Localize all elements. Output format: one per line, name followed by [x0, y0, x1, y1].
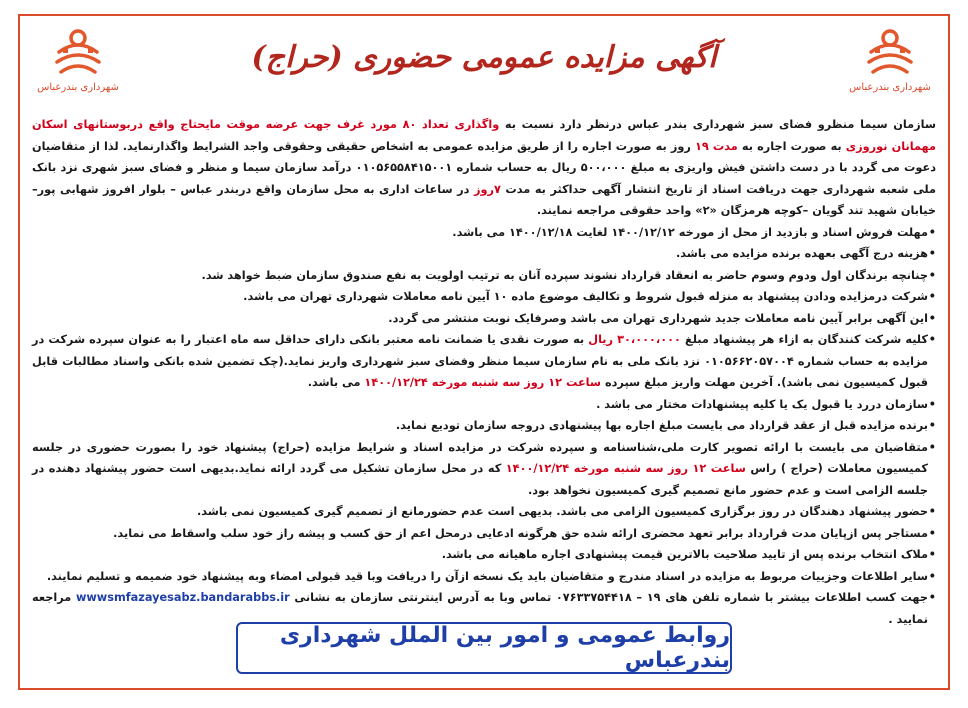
list-item: • چنانچه برندگان اول ودوم وسوم حاضر به انعقاد قرارداد نشوند سپرده آنان به ترتیب اولویت به نفع صندوق سازمان ضبط خواهد شد.	[32, 265, 936, 287]
intro-highlight-days: ۷روز	[473, 182, 501, 196]
deposit-amount: ۳۰،۰۰۰،۰۰۰ ریال	[588, 333, 681, 346]
footer-text: روابط عمومی و امور بین الملل شهرداری بندرعباس	[279, 623, 730, 673]
deposit-text-3: می باشد.	[307, 376, 365, 389]
intro-text-3: روز به صورت اجاره را از طریق مزایده عمومی به اشخاص حقیقی وحقوقی واجد الشرایط واگذارنماید. لذا از متقاضیان دعوت می گردد با در دست داشتن فیش واریزی به مبلغ ۵۰۰،۰۰۰ ریال به حساب شماره ۰۱۰۵۶۵۵۸۴۱۵۰۰۱ درآمد سازمان سیما و منظر و فضای سبز شهری نزد بانک ملی شعبه شهرداری جهت دریافت اسناد از تاریخ انتشار آگهی حداکثر به مدت	[32, 139, 937, 196]
logo-caption-left: شهرداری بندرعباس	[37, 82, 119, 93]
deposit-text-2: به صورت نقدی یا ضمانت نامه معتبر بانکی دارای حداقل سه ماه اعتبار را به عنوان سپرده شرکت در مزایده به حساب شماره ۰۱۰۵۶۶۲۰۵۷۰۰۴ نزد بانک ملی به نام سازمان سیما منظر وفضای سبز شهرداری واریز نماید.(چک تضمین شده بانکی واسناد مطالبات قابل قبول کمیسیون نمی باشد). آخرین مهلت واریز مبلغ سپرده	[32, 333, 928, 389]
list-item: • مهلت فروش اسناد و بازدید از محل از مورخه ۱۴۰۰/۱۲/۱۲ لغایت ۱۴۰۰/۱۲/۱۸ می باشد.	[32, 222, 936, 244]
session-text-1: متقاضیان می بایست با ارائه تصویر کارت ملی،شناسنامه و سپرده شرکت در مزایده اسناد و شرایط مزایده (حراج) پیشنهاد خود را بصورت حضوری در جلسه کمیسیون معاملات (حراج ) راس	[32, 440, 928, 475]
list-item: • سازمان دررد یا قبول یک یا کلیه پیشنهادات مختار می باشد .	[32, 394, 936, 416]
contact-text-2: مراجعه نمایید .	[32, 591, 928, 626]
intro-text-2: به صورت اجاره به	[737, 139, 846, 153]
list-item: • شرکت درمزایده ودادن پیشنهاد به منزله قبول شروط و تکالیف موضوع ماده ۱۰ آیین نامه معاملات شهرداری تهران می باشد.	[32, 286, 936, 308]
session-item	[32, 437, 936, 502]
list-item: • ملاک انتخاب برنده پس از تایید صلاحیت بالاترین قیمت پیشنهادی اجاره ماهیانه می باشد.	[32, 544, 936, 566]
intro-highlight-subject: واگذاری تعداد ۸۰ مورد غرف جهت عرضه موقت مایحتاج واقع دربوستانهای اسکان مهمانان نوروزی	[32, 118, 936, 153]
session-text-2: که در محل سازمان تشکیل می گردد ارائه نماید.بدیهی است حضور پیشنهاد دهنده در جلسه الزامی است و عدم حضور مانع تصمیم گیری کمیسیون نخواهد بود.	[32, 462, 928, 497]
deposit-text-1: کلیه شرکت کنندگان به ازاء هر پیشنهاد مبلغ	[680, 333, 928, 346]
contact-text-1: جهت کسب اطلاعات بیشتر با شماره تلفن های ۱۹ – ۰۷۶۳۳۷۵۴۴۱۸ تماس وبا به آدرس اینترنتی سازمان به نشانی	[289, 591, 928, 604]
intro-text-4: در ساعات اداری به محل سازمان واقع دربندر عباس – بلوار افروز شهابی پور– خیابان شهید تند گویان –کوچه هرمزگان «۲» واحد حقوقی مراجعه نمایند.	[32, 182, 936, 217]
page-title: آگهی مزایده عمومی حضوری (حراج)	[251, 40, 717, 75]
list-item: • این آگهی برابر آیین نامه معاملات جدید شهرداری تهران می باشد وصرفایک نوبت منتشر می گردد.	[32, 308, 936, 330]
logo-caption-right: شهرداری بندرعباس	[849, 82, 931, 93]
list-item: • مستاجر پس ازپایان مدت قرارداد برابر تعهد محضری ارائه شده حق هرگونه ادعایی درمحل اعم از حق کسب و پیشه راز خود سلب واسقاط می نماید.	[32, 523, 936, 545]
list-item: • حضور پیشنهاد دهندگان در روز برگزاری کمیسیون الزامی می باشد. بدیهی است عدم حضورمانع از تصمیم گیری کمیسیون نمی باشد.	[32, 501, 936, 523]
intro-text-1: سازمان سیما منظرو فضای سبز شهرداری بندر عباس درنظر دارد نسبت به	[499, 118, 936, 131]
list-item: • سایر اطلاعات وجزییات مربوط به مزایده در اسناد مندرج و متقاضیان باید یک نسخه ازآن را دریافت وبا قید قبولی امضاء وبه پیشنهاد خود ضمیمه و تسلیم نمایند.	[32, 566, 936, 588]
list-item: • هزینه درج آگهی بعهده برنده مزایده می باشد.	[32, 243, 936, 265]
list-item: • برنده مزایده قبل از عقد قرارداد می بایست مبلغ اجاره بها پیشنهادی دروجه سازمان تودیع نماید.	[32, 415, 936, 437]
website-link[interactable]: wwwsmfazayesabz.bandarabbs.ir	[75, 591, 290, 604]
notice-body	[32, 114, 936, 630]
deposit-deadline: ساعت ۱۲ روز سه شنبه مورخه ۱۴۰۰/۱۲/۲۴	[364, 376, 602, 389]
intro-highlight-duration: مدت ۱۹	[695, 139, 738, 153]
intro-paragraph	[32, 114, 936, 222]
deposit-item	[32, 329, 936, 394]
session-time: ساعت ۱۲ روز سه شنبه مورخه ۱۴۰۰/۱۲/۲۴	[505, 462, 746, 475]
footer-banner	[236, 622, 732, 674]
